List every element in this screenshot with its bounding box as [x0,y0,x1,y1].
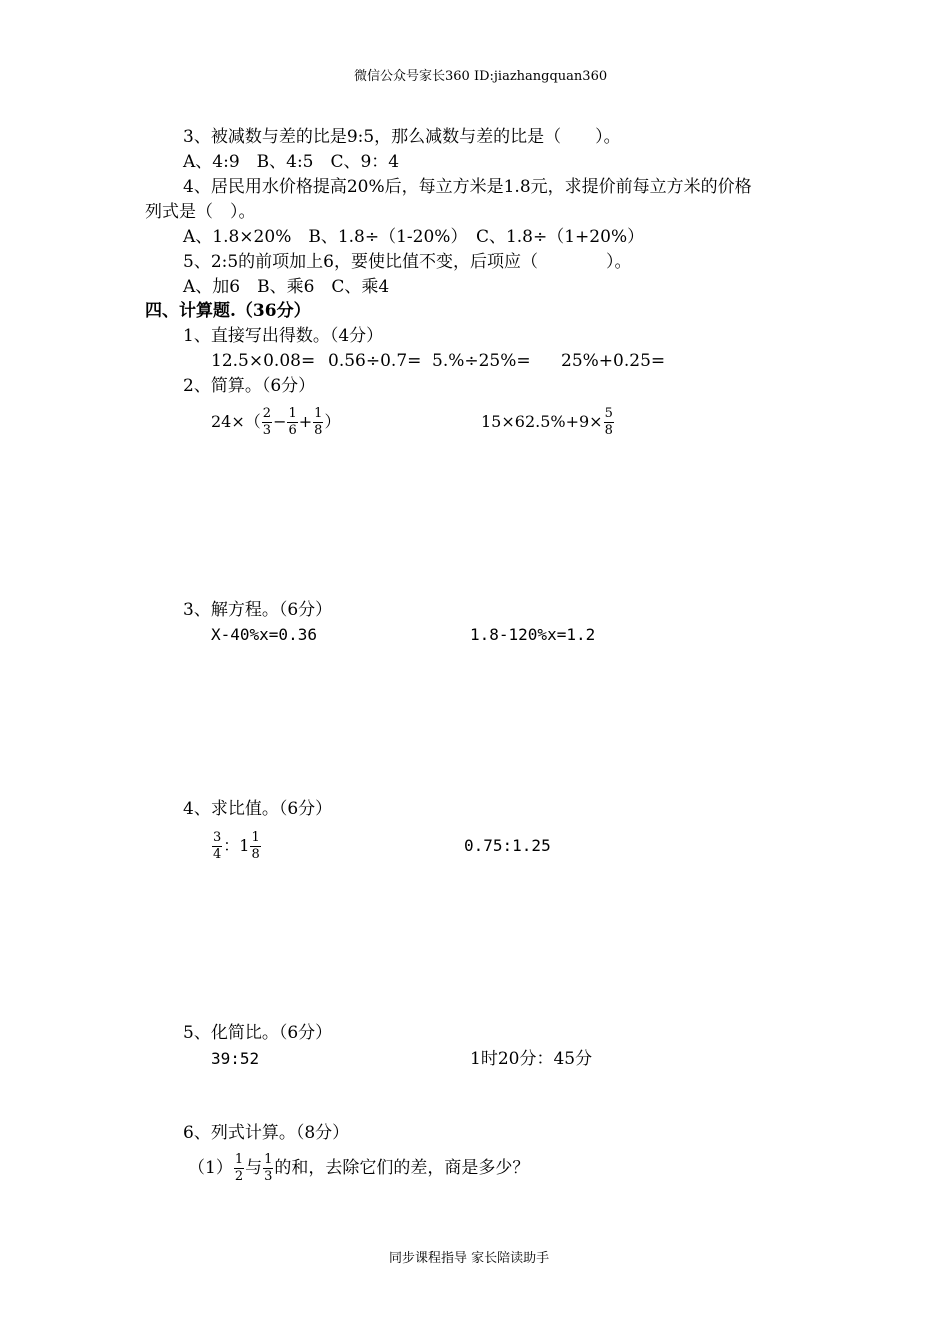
part-5-title: 5、化简比。（6分） [183,1023,333,1043]
mental-math-item: 25%+0.25= [561,351,666,371]
simplify-expression-b [481,402,615,442]
fraction [234,1152,244,1185]
question-5: 5、2:5的前项加上6，要使比值不变，后项应（ ）。 [183,252,632,272]
numerator: 5 [604,406,613,421]
question-4-line1: 4、居民用水价格提高20%后，每立方米是1.8元，求提价前每立方米的价格 [183,177,752,197]
ratio-to-simplify: 1时20分：45分 [470,1049,593,1069]
equation: 1.8-120%x=1.2 [470,625,596,644]
numerator: 2 [262,406,272,421]
simplify-expression-a [211,402,340,442]
ratio-to-simplify: 39:52 [211,1049,260,1068]
equation: X-40%x=0.36 [211,625,317,644]
fraction [212,830,222,863]
mental-math-item: 12.5×0.08= [211,351,316,371]
numerator: 1 [251,830,260,845]
page-header: 微信公众号家长360 ID:jiazhangquan360 [354,69,608,84]
mental-math-item: 5.%÷25%= [432,351,531,371]
ratio-expression-a [211,826,262,866]
question-4-line2: 列式是（ ）。 [145,202,256,222]
part-6-title: 6、列式计算。（8分） [183,1123,350,1143]
fraction [250,830,260,863]
word-problem-1 [188,1148,529,1188]
operator: + [298,412,313,431]
whole-number: 1 [239,836,250,855]
numerator: 1 [264,1152,273,1167]
page-footer: 同步课程指导 家长陪读助手 [389,1251,550,1266]
numerator: 3 [213,830,222,845]
ratio-expression-b: 0.75:1.25 [464,836,551,855]
question-3-options: A、4:9 B、4:5 C、9：4 [183,152,400,172]
colon: ： [223,836,240,855]
fraction [287,406,297,439]
part-3-title: 3、解方程。（6分） [183,600,333,620]
denominator: 4 [213,847,222,862]
expression-text: ） [324,412,341,431]
fraction [313,406,323,439]
denominator: 2 [234,1169,244,1184]
expression-text: 24×（ [211,412,261,431]
denominator: 3 [262,423,272,438]
fraction [262,406,272,439]
mental-math-item: 0.56÷0.7= [328,351,422,371]
problem-text: 的和，去除它们的差，商是多少？ [274,1158,530,1178]
problem-text: （1） [188,1158,233,1178]
denominator: 8 [604,423,613,438]
numerator: 1 [288,406,297,421]
denominator: 6 [288,423,297,438]
numerator: 1 [314,406,323,421]
question-4-options: A、1.8×20% B、1.8÷（1-20%） C、1.8÷（1+20%） [183,227,645,247]
part-1-title: 1、直接写出得数。（4分） [183,326,384,346]
denominator: 8 [251,847,260,862]
part-4-title: 4、求比值。（6分） [183,799,333,819]
problem-text: 与 [245,1158,263,1178]
operator: − [273,412,287,431]
section-4-title: 四、计算题.（36分） [145,301,311,321]
fraction [263,1152,273,1185]
denominator: 8 [314,423,323,438]
question-5-options: A、加6 B、乘6 C、乘4 [183,277,390,297]
fraction [604,406,614,439]
expression-text: 15×62.5%+9× [481,412,603,431]
question-3: 3、被减数与差的比是9:5，那么减数与差的比是（ ）。 [183,127,621,147]
numerator: 1 [234,1152,244,1167]
denominator: 3 [264,1169,273,1184]
part-2-title: 2、简算。（6分） [183,376,316,396]
